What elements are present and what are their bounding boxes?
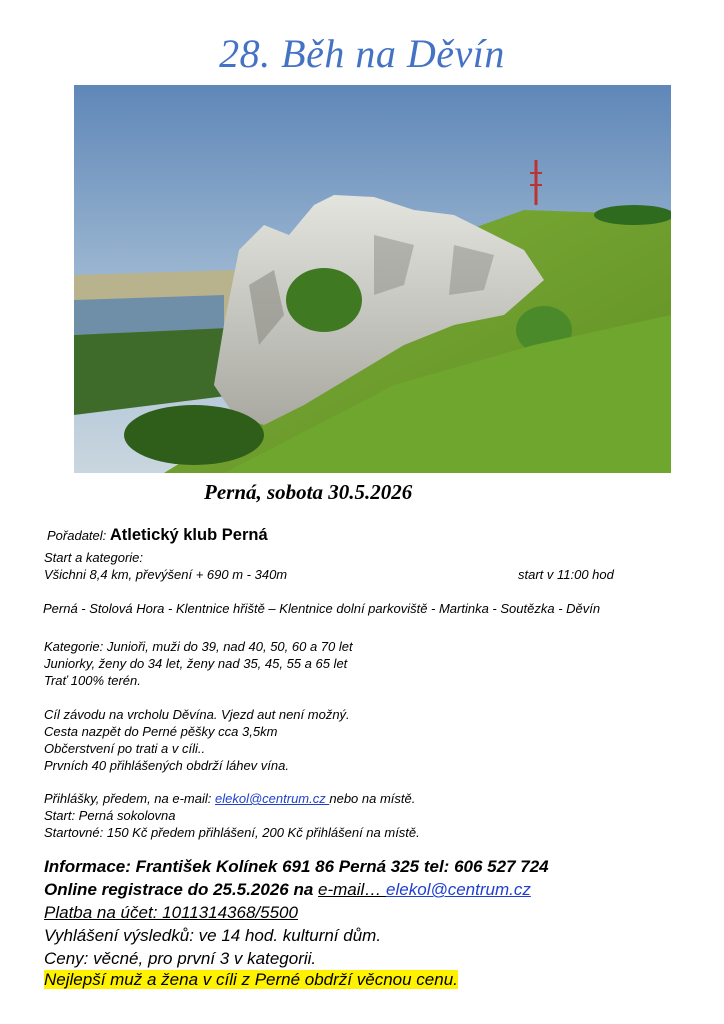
best-finisher-highlight: Nejlepší muž a žena v cíli z Perné obdrží věcnou cenu. bbox=[44, 970, 458, 989]
landscape-photo bbox=[74, 85, 671, 473]
registration-email-link[interactable]: elekol@centrum.cz bbox=[215, 791, 330, 806]
online-registration-label: Online registrace do 25.5.2026 na bbox=[44, 880, 319, 899]
finish-info-line: Cíl závodu na vrcholu Děvína. Vjezd aut není možný. bbox=[44, 707, 350, 722]
contact-info: Informace: František Kolínek 691 86 Perná 325 tel: 606 527 724 bbox=[44, 857, 549, 876]
online-registration-email-link[interactable]: elekol@centrum.cz bbox=[386, 880, 531, 899]
date-place-subtitle: Perná, sobota 30.5.2026 bbox=[204, 480, 413, 504]
organizer-name: Atletický klub Perná bbox=[109, 526, 268, 544]
registration-line bbox=[44, 790, 415, 807]
finish-info-line: Cesta nazpět do Perné pěšky cca 3,5km bbox=[44, 724, 278, 739]
finish-info-line: Prvních 40 přihlášených obdrží láhev vína. bbox=[44, 758, 289, 773]
start-time: start v 11:00 hod bbox=[518, 567, 614, 582]
category-line: Kategorie: Junioři, muži do 39, nad 40, 50, 60 a 70 let bbox=[44, 639, 353, 654]
organizer-line bbox=[47, 527, 268, 544]
start-fee: Startovné: 150 Kč předem přihlášení, 200 Kč přihlášení na místě. bbox=[44, 825, 420, 840]
online-registration-mid: e-mail… bbox=[318, 880, 387, 899]
poster-title: 28. Běh na Děvín bbox=[219, 31, 505, 76]
registration-prefix: Přihlášky, předem, na e-mail: bbox=[44, 791, 215, 806]
online-registration-line bbox=[44, 880, 531, 900]
best-finisher-note bbox=[44, 970, 458, 990]
payment-account: Platba na účet: 1011314368/5500 bbox=[44, 903, 298, 922]
start-heading: Start a kategorie: bbox=[44, 550, 143, 565]
route-line: Perná - Stolová Hora - Klentnice hřiště – Klentnice dolní parkoviště - Martinka - Soutězka - Děvín bbox=[43, 601, 601, 616]
distance-line: Všichni 8,4 km, převýšení + 690 m - 340m bbox=[44, 567, 288, 582]
organizer-label: Pořadatel: bbox=[47, 528, 107, 543]
results-announcement: Vyhlášení výsledků: ve 14 hod. kulturní dům. bbox=[44, 926, 382, 945]
prizes-info: Ceny: věcné, pro první 3 v kategorii. bbox=[44, 949, 317, 968]
category-line: Juniorky, ženy do 34 let, ženy nad 35, 45, 55 a 65 let bbox=[44, 656, 348, 671]
devin-rock-landscape-image bbox=[74, 85, 671, 473]
registration-suffix: nebo na místě. bbox=[329, 791, 416, 806]
finish-info-line: Občerstvení po trati a v cíli.. bbox=[44, 741, 206, 756]
category-line: Trať 100% terén. bbox=[44, 673, 141, 688]
start-place: Start: Perná sokolovna bbox=[44, 808, 176, 823]
